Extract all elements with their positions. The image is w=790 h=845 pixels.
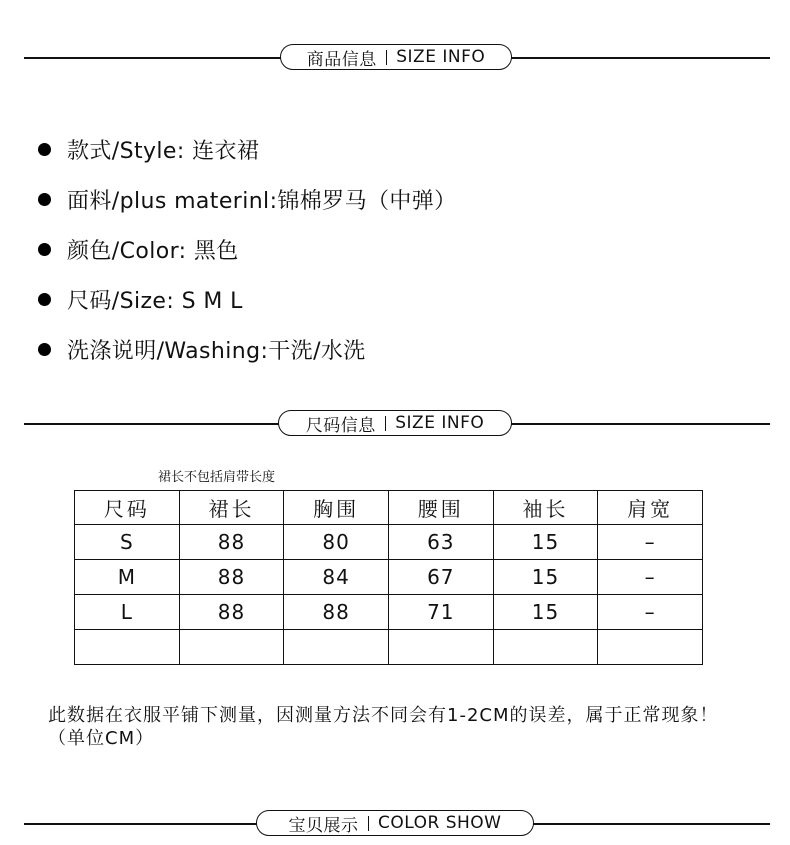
table-row	[75, 595, 703, 630]
title-separator	[385, 416, 387, 431]
spec-text: 款式/Style: 连衣裙	[67, 138, 260, 164]
table-cell: –	[598, 595, 703, 630]
table-row	[75, 525, 703, 560]
table-cell	[493, 630, 598, 665]
table-cell: 84	[284, 560, 389, 595]
table-cell: 88	[179, 525, 284, 560]
column-header: 尺码	[75, 491, 180, 525]
table-row	[75, 560, 703, 595]
bullet-icon	[38, 243, 51, 256]
table-row	[75, 630, 703, 665]
section-title-en: SIZE INFO	[395, 413, 485, 433]
spec-item-style	[38, 124, 457, 174]
spec-text: 洗涤说明/Washing:干洗/水洗	[67, 338, 366, 364]
section-title-cn: 宝贝展示	[288, 815, 359, 836]
column-header: 袖长	[493, 491, 598, 525]
column-header: 胸围	[284, 491, 389, 525]
section-header-size-info	[24, 410, 770, 438]
table-cell	[388, 630, 493, 665]
table-cell: L	[75, 595, 180, 630]
product-spec-list	[38, 124, 457, 374]
table-cell	[598, 630, 703, 665]
table-cell	[284, 630, 389, 665]
measurement-disclaimer: 此数据在衣服平铺下测量，因测量方法不同会有1-2CM的误差，属于正常现象！（单位CM）	[48, 705, 719, 749]
section-title-en: SIZE INFO	[396, 47, 486, 67]
spec-item-material	[38, 174, 457, 224]
bullet-icon	[38, 193, 51, 206]
table-cell: –	[598, 525, 703, 560]
section-header-product-info	[24, 44, 770, 72]
title-separator	[386, 50, 388, 65]
spec-item-washing	[38, 324, 457, 374]
size-table	[74, 490, 703, 665]
column-header: 肩宽	[598, 491, 703, 525]
size-table-note: 裙长不包括肩带长度	[158, 470, 276, 485]
section-title-pill	[280, 44, 512, 70]
section-title-cn: 尺码信息	[305, 415, 376, 436]
table-cell: 88	[179, 595, 284, 630]
section-title-cn: 商品信息	[306, 49, 377, 70]
table-cell: 71	[388, 595, 493, 630]
table-cell	[179, 630, 284, 665]
section-header-color-show	[24, 810, 770, 838]
table-header-row	[75, 491, 703, 525]
spec-item-size	[38, 274, 457, 324]
table-cell: 88	[284, 595, 389, 630]
title-separator	[368, 816, 370, 831]
column-header: 腰围	[388, 491, 493, 525]
table-cell: –	[598, 560, 703, 595]
table-cell: M	[75, 560, 180, 595]
section-title-pill	[256, 810, 534, 836]
spec-text: 颜色/Color: 黑色	[67, 238, 239, 264]
table-cell	[75, 630, 180, 665]
bullet-icon	[38, 343, 51, 356]
table-cell: 80	[284, 525, 389, 560]
column-header: 裙长	[179, 491, 284, 525]
table-cell: 15	[493, 595, 598, 630]
spec-text: 尺码/Size: S M L	[67, 288, 243, 314]
table-cell: 15	[493, 525, 598, 560]
table-cell: 67	[388, 560, 493, 595]
section-title-pill	[278, 410, 512, 436]
table-cell: 63	[388, 525, 493, 560]
spec-text: 面料/plus materinl:锦棉罗马（中弹）	[67, 188, 457, 214]
bullet-icon	[38, 293, 51, 306]
table-cell: 88	[179, 560, 284, 595]
section-title-en: COLOR SHOW	[378, 813, 502, 833]
table-cell: 15	[493, 560, 598, 595]
spec-item-color	[38, 224, 457, 274]
bullet-icon	[38, 143, 51, 156]
table-cell: S	[75, 525, 180, 560]
